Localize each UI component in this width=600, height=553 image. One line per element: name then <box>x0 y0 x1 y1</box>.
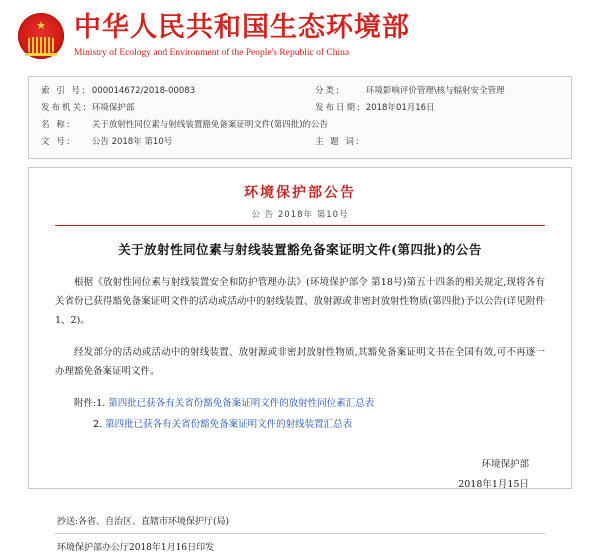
metadata-table <box>39 83 561 151</box>
document-number: 公 告 2018年 第10号 <box>251 210 349 220</box>
table-row <box>39 83 561 100</box>
meta-value-publisher: 环境保护部 <box>91 103 135 113</box>
page-title: 关于放射性同位素与射线装置豁免备案证明文件(第四批)的公告 <box>118 242 482 257</box>
meta-value-category: 环境影响评价管理\核与辐射安全管理 <box>365 86 505 96</box>
document-footer-line: 环境保护部办公厅2018年1月16日印发 <box>57 543 215 553</box>
emblem-star-icon: ★ <box>36 19 46 32</box>
document-cc-line: 抄送:各省、自治区、直辖市环境保护厅(局) <box>57 517 230 527</box>
meta-value-name: 关于放射性同位素与射线装置豁免备案证明文件(第四批)的公告 <box>91 120 329 130</box>
meta-label-name: 名 称: <box>41 120 72 130</box>
document-metadata-panel <box>28 76 572 159</box>
meta-label-index: 索 引 号: <box>41 86 87 96</box>
meta-label-category: 分类: <box>314 86 341 96</box>
table-row <box>39 134 561 151</box>
meta-label-keywords: 主 题 词: <box>314 137 361 147</box>
ministry-name-en: Ministry of Ecology and Environment of the People's Republic of China <box>74 48 350 58</box>
footer-divider <box>55 533 545 534</box>
national-emblem-icon <box>18 13 64 59</box>
attachment-link-2[interactable]: 第四批已获各有关省份豁免备案证明文件的射线装置汇总表 <box>105 419 353 430</box>
meta-value-index: 000014672/2018-00083 <box>91 86 196 96</box>
meta-value-docnum: 公告 2018年 第10号 <box>91 137 173 147</box>
document-paragraph-1: 根据《放射性同位素与射线装置安全和防护管理办法》(环境保护部令 第18号)第五十四条的相关规定,现将各有关省份已获得豁免备案证明文件的活动或活动中的射线装置、放射源或非密封放射性物质(第四批)予以公告(详见附件1、2)。 <box>55 277 545 326</box>
document-paragraph-2: 经发部分的活动或活动中的射线装置、放射源或非密封放射性物质,其豁免备案证明文书在全国有效,可不再逐一办理豁免备案证明文件。 <box>55 347 545 377</box>
meta-label-publisher: 发布机关: <box>41 103 88 113</box>
table-row <box>39 100 561 117</box>
emblem-bar-icon <box>25 53 57 56</box>
meta-value-publish-date: 2018年01月16日 <box>365 103 435 113</box>
attachment-prefix-1: 附件:1. <box>74 398 109 409</box>
meta-label-publish-date: 发布日期: <box>314 103 362 113</box>
red-divider <box>55 225 545 226</box>
meta-value-keywords <box>364 134 561 151</box>
attachment-row-1 <box>55 394 545 413</box>
document-signature-date: 2018年1月15日 <box>458 479 529 490</box>
emblem-gear-icon <box>28 37 54 53</box>
document-body <box>28 167 572 553</box>
site-header <box>0 0 600 72</box>
table-row <box>39 117 561 134</box>
meta-label-docnum: 文 号: <box>41 137 72 147</box>
header-titles <box>74 12 410 60</box>
attachment-prefix-2: 2. <box>93 419 106 430</box>
document-signature: 环境保护部 <box>481 459 529 470</box>
document-org-header: 环境保护部公告 <box>244 185 356 201</box>
ministry-name-cn: 中华人民共和国生态环境部 <box>74 12 410 43</box>
attachment-row-2 <box>55 415 545 434</box>
attachment-link-1[interactable]: 第四批已获各有关省份豁免备案证明文件的放射性同位素汇总表 <box>108 398 375 409</box>
